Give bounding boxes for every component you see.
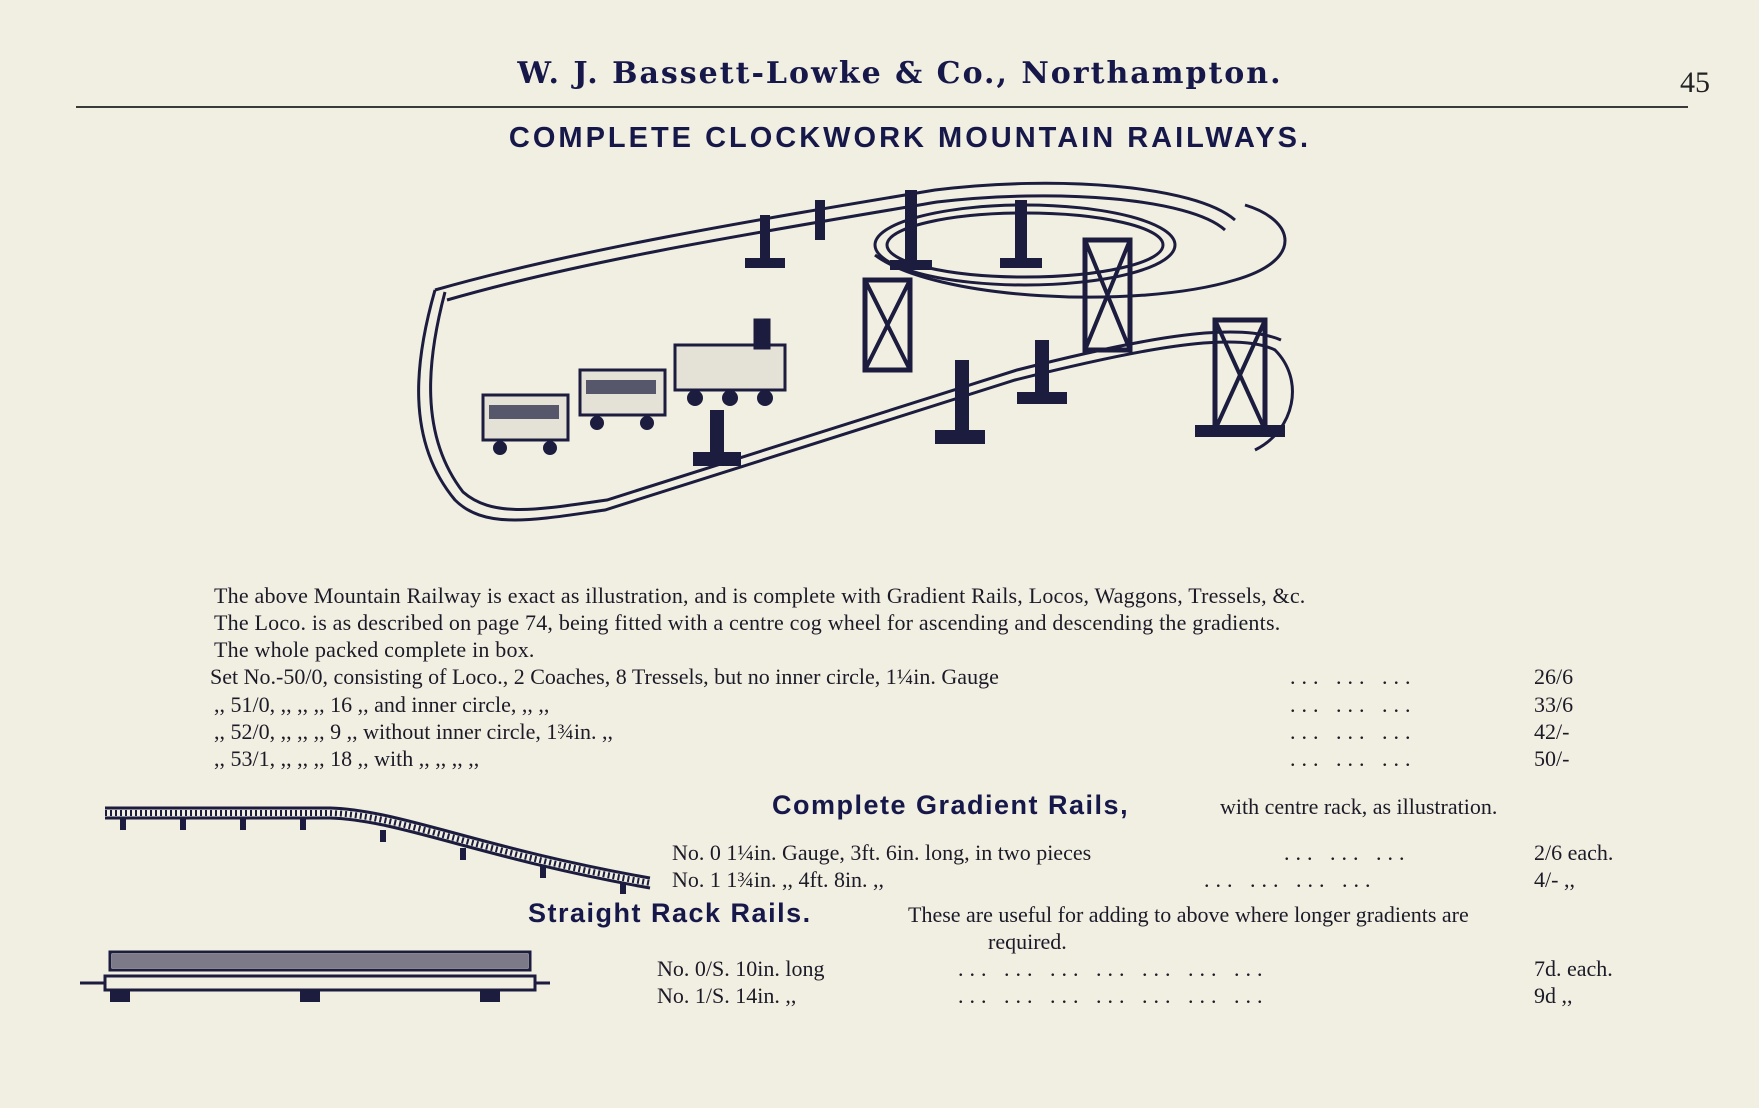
leader-dots: ... ... ... xyxy=(1290,746,1417,771)
page-title: COMPLETE CLOCKWORK MOUNTAIN RAILWAYS. xyxy=(508,122,1312,154)
leader-dots: ... ... ... xyxy=(1284,840,1411,865)
straight-rack-rails-heading: Straight Rack Rails. xyxy=(528,898,812,928)
straight-label: No. 1/S. 14in. ,, xyxy=(657,983,797,1008)
straight-price: 7d. each. xyxy=(1534,956,1613,981)
set-price: 50/- xyxy=(1534,746,1570,771)
company-header: W. J. Bassett-Lowke & Co., Northampton. xyxy=(517,56,1283,91)
straight-rack-desc-line-1: These are useful for adding to above where longer gradients are xyxy=(908,902,1469,927)
gradient-label: No. 0 1¼in. Gauge, 3ft. 6in. long, in two pieces xyxy=(672,840,1092,865)
leader-dots: ... ... ... xyxy=(1290,692,1417,717)
straight-rack-desc-line-2: required. xyxy=(988,929,1067,954)
gradient-label: No. 1 1¾in. ,, 4ft. 8in. ,, xyxy=(672,867,885,892)
gradient-rails-desc: with centre rack, as illustration. xyxy=(1220,794,1498,819)
page-number: 45 xyxy=(1680,66,1710,99)
gradient-price: 4/- ,, xyxy=(1534,867,1575,892)
gradient-price: 2/6 each. xyxy=(1534,840,1614,865)
leader-dots: ... ... ... xyxy=(1290,719,1417,744)
set-price: 26/6 xyxy=(1534,664,1574,689)
leader-dots: ... ... ... xyxy=(1290,664,1417,689)
mountain-railway-illustration xyxy=(375,180,1475,570)
intro-line-1: The above Mountain Railway is exact as illustration, and is complete with Gradient Rails, Locos, Waggons, Tressels, &c. xyxy=(214,583,1306,608)
set-label: ,, 53/1, ,, ,, ,, 18 ,, with ,, ,, ,, ,, xyxy=(214,746,480,771)
intro-line-2: The Loco. is as described on page 74, being fitted with a centre cog wheel for ascending and descending the gradients. xyxy=(214,610,1281,635)
leader-dots: ... ... ... ... ... ... ... xyxy=(958,983,1269,1008)
set-price: 33/6 xyxy=(1534,692,1574,717)
leader-dots: ... ... ... ... xyxy=(1204,867,1377,892)
set-label: ,, 52/0, ,, ,, ,, 9 ,, without inner circle, 1¾in. ,, xyxy=(214,719,613,744)
leader-dots: ... ... ... ... ... ... ... xyxy=(958,956,1269,981)
gradient-rails-heading: Complete Gradient Rails, xyxy=(772,790,1130,820)
gradient-rail-illustration xyxy=(100,788,660,898)
set-price: 42/- xyxy=(1534,719,1570,744)
header-rule xyxy=(76,106,1688,108)
straight-rail-illustration xyxy=(80,940,550,1015)
set-label: Set No.-50/0, consisting of Loco., 2 Coaches, 8 Tressels, but no inner circle, 1¼in. Gauge xyxy=(210,664,999,689)
set-label: ,, 51/0, ,, ,, ,, 16 ,, and inner circle, ,, ,, xyxy=(214,692,550,717)
straight-price: 9d ,, xyxy=(1534,983,1573,1008)
intro-line-3: The whole packed complete in box. xyxy=(214,637,535,662)
straight-label: No. 0/S. 10in. long xyxy=(657,956,825,981)
